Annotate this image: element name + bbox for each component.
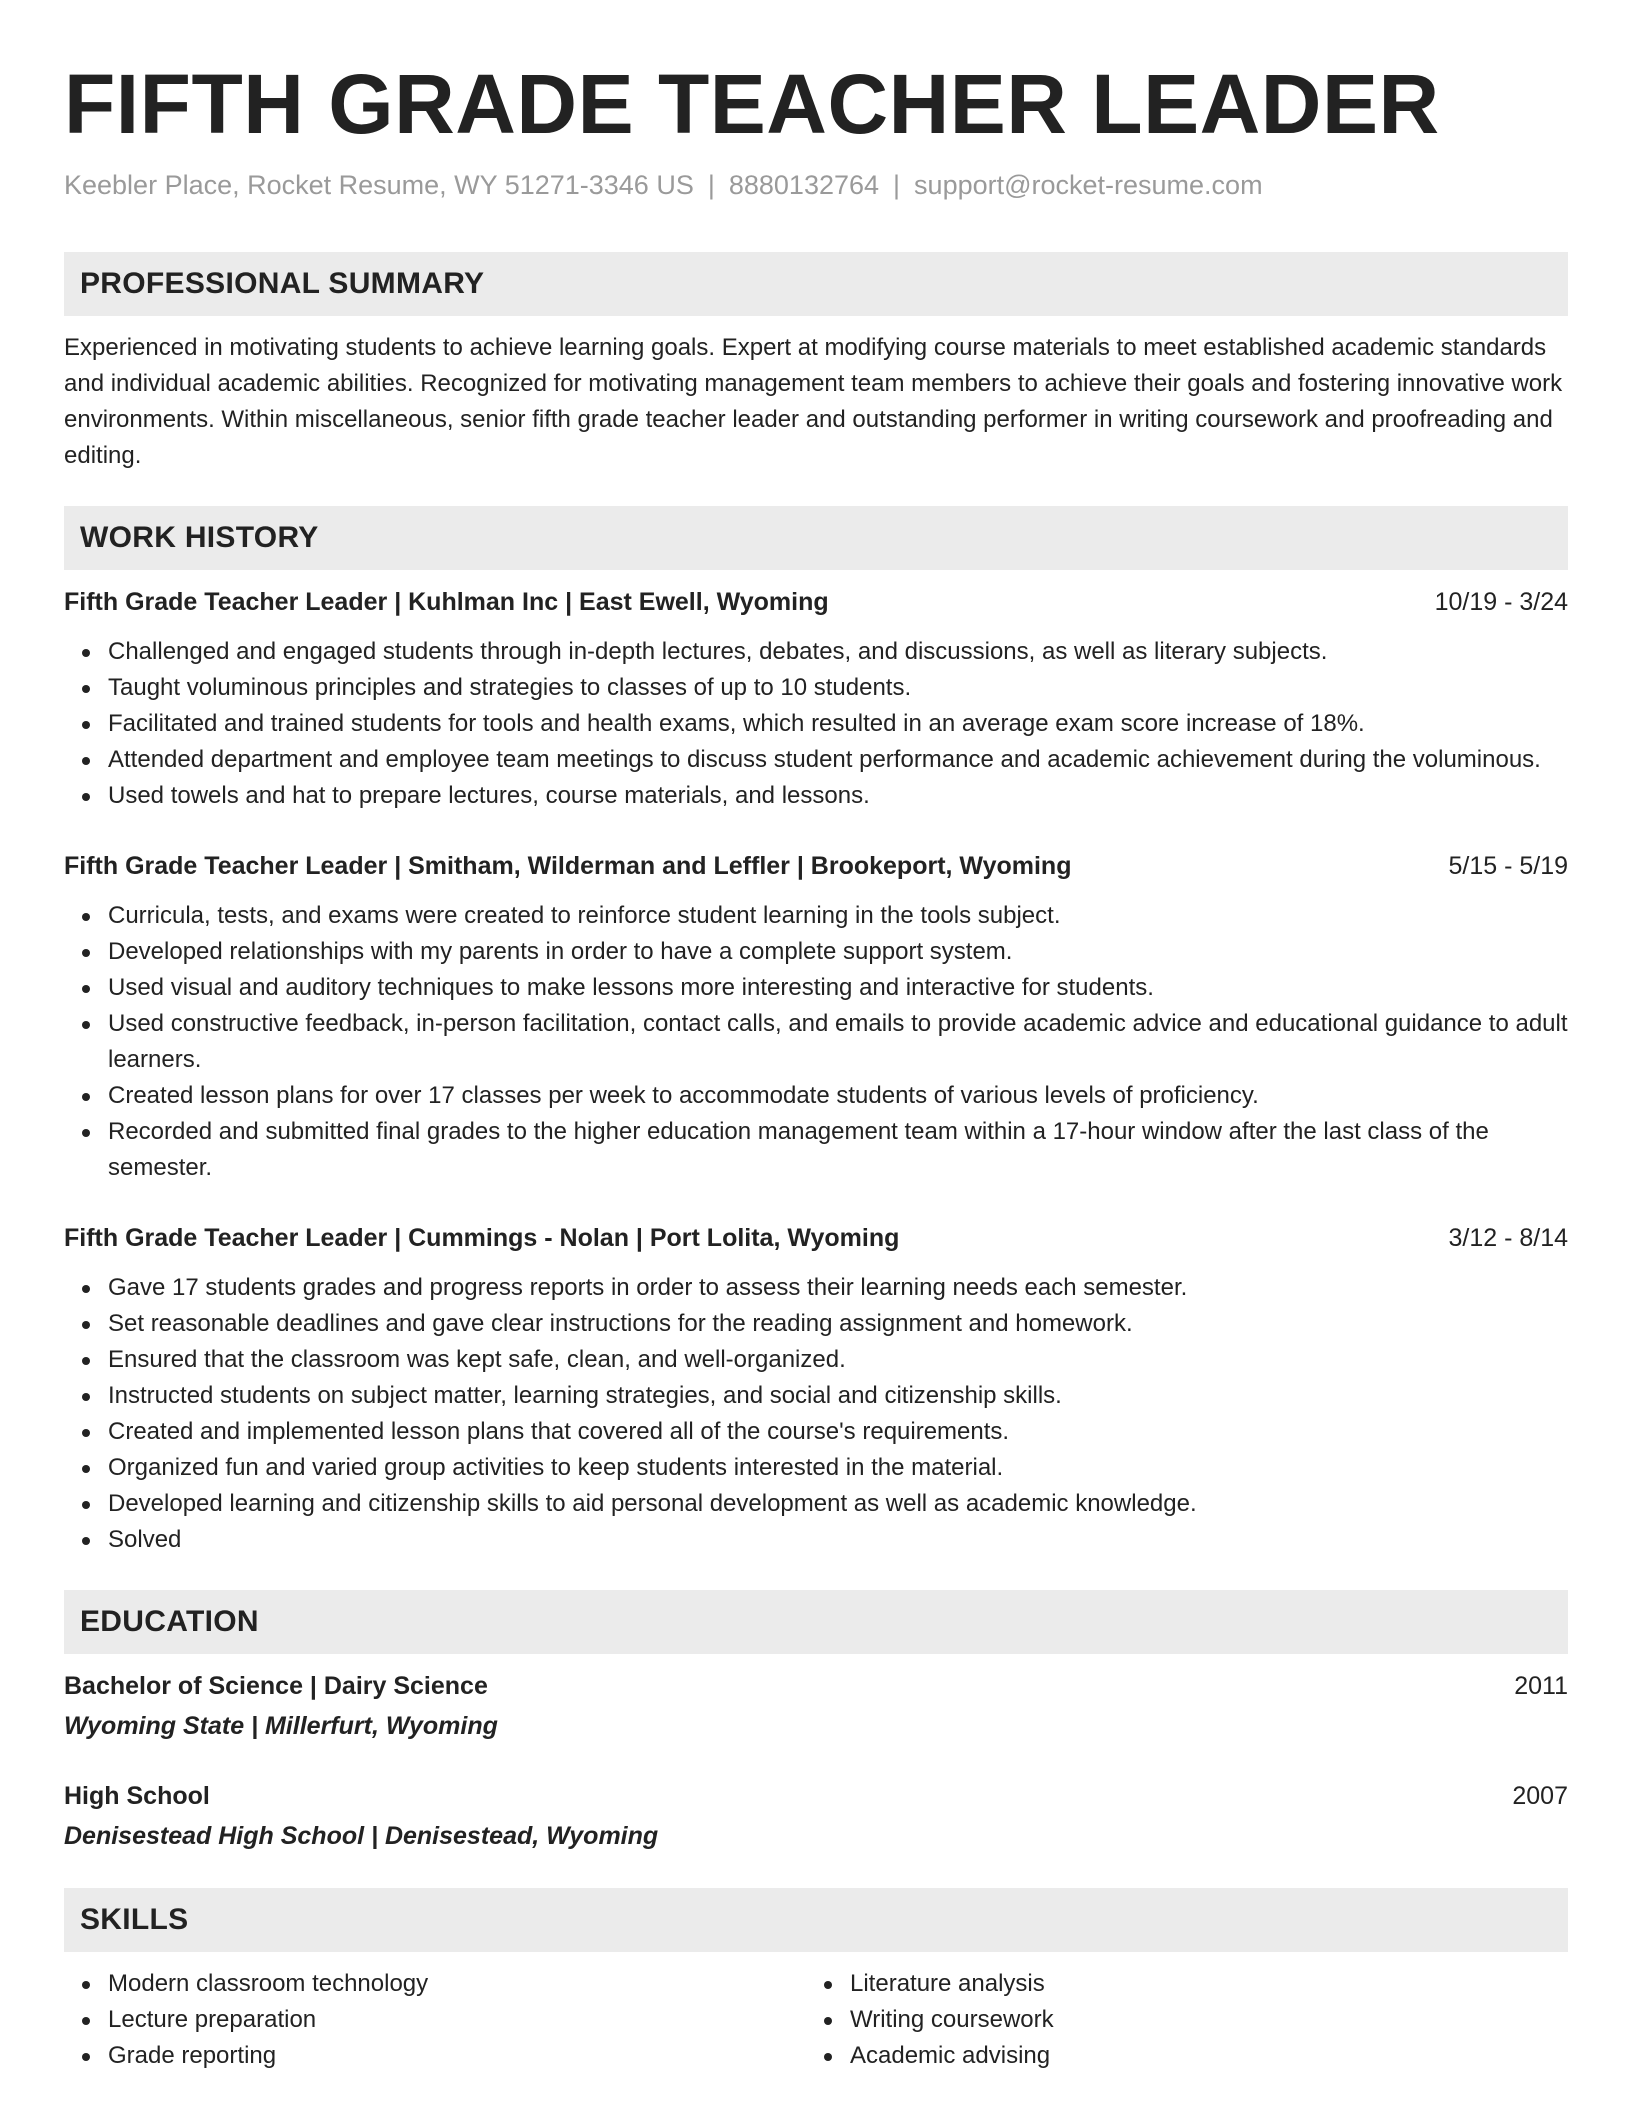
education-year: 2007 — [1512, 1782, 1568, 1810]
job-bullet: Instructed students on subject matter, learning strategies, and social and citizenship skills. — [108, 1378, 1568, 1414]
job-entry — [64, 584, 1568, 814]
job-dates: 10/19 - 3/24 — [1434, 588, 1568, 616]
job-bullet: Used constructive feedback, in-person facilitation, contact calls, and emails to provide academic advice and educational guidance to adult learners. — [108, 1006, 1568, 1078]
skills-column-right — [806, 1966, 1548, 2074]
job-bullet: Created and implemented lesson plans that covered all of the course's requirements. — [108, 1414, 1568, 1450]
job-header — [64, 584, 1568, 620]
education-school: Denisestead High School | Denisestead, Wyoming — [64, 1822, 659, 1850]
job-bullets — [64, 634, 1568, 814]
job-bullet: Recorded and submitted final grades to the higher education management team within a 17-hour window after the last class of the semester. — [108, 1114, 1568, 1186]
job-bullet: Ensured that the classroom was kept safe, clean, and well-organized. — [108, 1342, 1568, 1378]
job-bullet: Set reasonable deadlines and gave clear instructions for the reading assignment and homework. — [108, 1306, 1568, 1342]
section-header-skills: SKILLS — [64, 1888, 1568, 1952]
skill-item: Grade reporting — [108, 2038, 806, 2074]
job-title: Fifth Grade Teacher Leader | Smitham, Wilderman and Leffler | Brookeport, Wyoming — [64, 852, 1072, 880]
skills-list — [806, 1966, 1548, 2074]
job-bullet: Attended department and employee team meetings to discuss student performance and academic achievement during the voluminous. — [108, 742, 1568, 778]
job-header — [64, 1220, 1568, 1256]
contact-phone: 8880132764 — [728, 170, 880, 200]
section-header-work-history: WORK HISTORY — [64, 506, 1568, 570]
contact-line — [64, 168, 1568, 202]
job-bullet: Curricula, tests, and exams were created to reinforce student learning in the tools subject. — [108, 898, 1568, 934]
contact-separator: | — [707, 170, 715, 200]
skill-item: Lecture preparation — [108, 2002, 806, 2038]
contact-email[interactable]: support@rocket-resume.com — [914, 170, 1263, 200]
job-title: Fifth Grade Teacher Leader | Kuhlman Inc | East Ewell, Wyoming — [64, 588, 829, 616]
job-header — [64, 848, 1568, 884]
job-bullet: Used visual and auditory techniques to make lessons more interesting and interactive for students. — [108, 970, 1568, 1006]
education-school: Wyoming State | Millerfurt, Wyoming — [64, 1712, 498, 1740]
section-header-education: EDUCATION — [64, 1590, 1568, 1654]
job-bullet: Gave 17 students grades and progress reports in order to assess their learning needs each semester. — [108, 1270, 1568, 1306]
job-bullet: Taught voluminous principles and strategies to classes of up to 10 students. — [108, 670, 1568, 706]
job-bullet: Organized fun and varied group activities to keep students interested in the material. — [108, 1450, 1568, 1486]
skills-list — [64, 1966, 806, 2074]
skill-item: Modern classroom technology — [108, 1966, 806, 2002]
job-bullet: Developed learning and citizenship skills to aid personal development as well as academic knowledge. — [108, 1486, 1568, 1522]
job-bullets — [64, 1270, 1568, 1558]
job-bullets — [64, 898, 1568, 1186]
job-bullet: Created lesson plans for over 17 classes per week to accommodate students of various levels of proficiency. — [108, 1078, 1568, 1114]
resume-name: FIFTH GRADE TEACHER LEADER — [64, 57, 1440, 151]
resume-content — [64, 0, 1568, 2074]
contact-address: Keebler Place, Rocket Resume, WY 51271-3346 US — [64, 170, 694, 200]
education-year: 2011 — [1514, 1672, 1568, 1700]
skills-grid — [64, 1966, 1568, 2074]
job-bullet: Developed relationships with my parents in order to have a complete support system. — [108, 934, 1568, 970]
education-header — [64, 1668, 1568, 1704]
skill-item: Literature analysis — [850, 1966, 1548, 2002]
job-title: Fifth Grade Teacher Leader | Cummings - Nolan | Port Lolita, Wyoming — [64, 1224, 900, 1252]
job-dates: 5/15 - 5/19 — [1448, 852, 1568, 880]
job-bullet: Solved — [108, 1522, 1568, 1558]
skill-item: Academic advising — [850, 2038, 1548, 2074]
skills-column-left — [64, 1966, 806, 2074]
job-bullet: Challenged and engaged students through in-depth lectures, debates, and discussions, as well as literary subjects. — [108, 634, 1568, 670]
education-degree: High School — [64, 1782, 210, 1810]
section-header-summary: PROFESSIONAL SUMMARY — [64, 252, 1568, 316]
job-bullet: Used towels and hat to prepare lectures, course materials, and lessons. — [108, 778, 1568, 814]
contact-separator: | — [893, 170, 901, 200]
education-entry — [64, 1668, 1568, 1744]
education-header — [64, 1778, 1568, 1814]
job-dates: 3/12 - 8/14 — [1448, 1224, 1568, 1252]
summary-text: Experienced in motivating students to achieve learning goals. Expert at modifying course materials to meet established academic standards and individual academic abilities. Recognized for motivating management team members to achieve their goals and fostering innovative work environments. Within miscellaneous, senior fifth grade teacher leader and outstanding performer in writing coursework and proofreading and editing. — [64, 334, 1563, 469]
job-entry — [64, 848, 1568, 1186]
job-bullet: Facilitated and trained students for tools and health exams, which resulted in an average exam score increase of 18%. — [108, 706, 1568, 742]
skill-item: Writing coursework — [850, 2002, 1548, 2038]
education-entry — [64, 1778, 1568, 1854]
job-entry — [64, 1220, 1568, 1558]
education-degree: Bachelor of Science | Dairy Science — [64, 1672, 488, 1700]
